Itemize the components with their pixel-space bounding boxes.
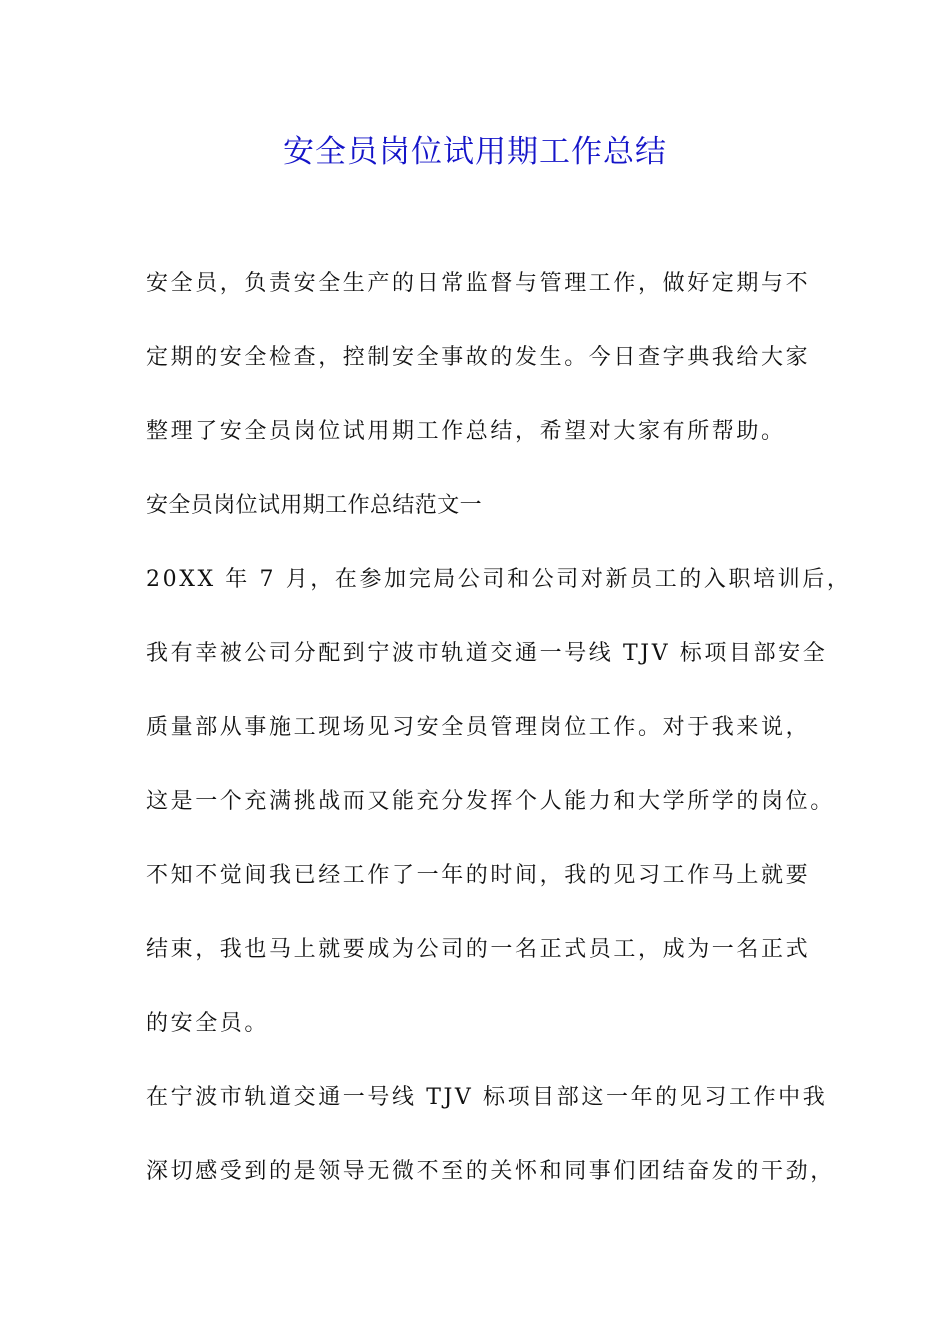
paragraph-line: 质量部从事施工现场见习安全员管理岗位工作。对于我来说， bbox=[146, 715, 811, 740]
paragraph-line: 我有幸被公司分配到宁波市轨道交通一号线 TJV 标项目部安全 bbox=[146, 641, 828, 666]
paragraph-line: 不知不觉间我已经工作了一年的时间，我的见习工作马上就要 bbox=[146, 863, 811, 888]
paragraph-line: 整理了安全员岗位试用期工作总结，希望对大家有所帮助。 bbox=[146, 419, 786, 444]
paragraph-line: 安全员，负责安全生产的日常监督与管理工作，做好定期与不 bbox=[146, 271, 811, 296]
document-title: 安全员岗位试用期工作总结 bbox=[283, 134, 667, 170]
paragraph-line: 深切感受到的是领导无微不至的关怀和同事们团结奋发的干劲， bbox=[146, 1159, 835, 1184]
document-body bbox=[146, 262, 852, 1224]
paragraph-line: 结束，我也马上就要成为公司的一名正式员工，成为一名正式 bbox=[146, 937, 811, 962]
paragraph-line: 在宁波市轨道交通一号线 TJV 标项目部这一年的见习工作中我 bbox=[146, 1085, 828, 1110]
paragraph-line: 的安全员。 bbox=[146, 1011, 270, 1036]
paragraph-line: 定期的安全检查，控制安全事故的发生。今日查字典我给大家 bbox=[146, 345, 811, 370]
paragraph-line: 这是一个充满挑战而又能充分发挥个人能力和大学所学的岗位。 bbox=[146, 789, 835, 814]
paragraph-line: 20XX 年 7 月，在参加完局公司和公司对新员工的入职培训后， bbox=[146, 567, 852, 592]
section-heading: 安全员岗位试用期工作总结范文一 bbox=[146, 493, 483, 518]
